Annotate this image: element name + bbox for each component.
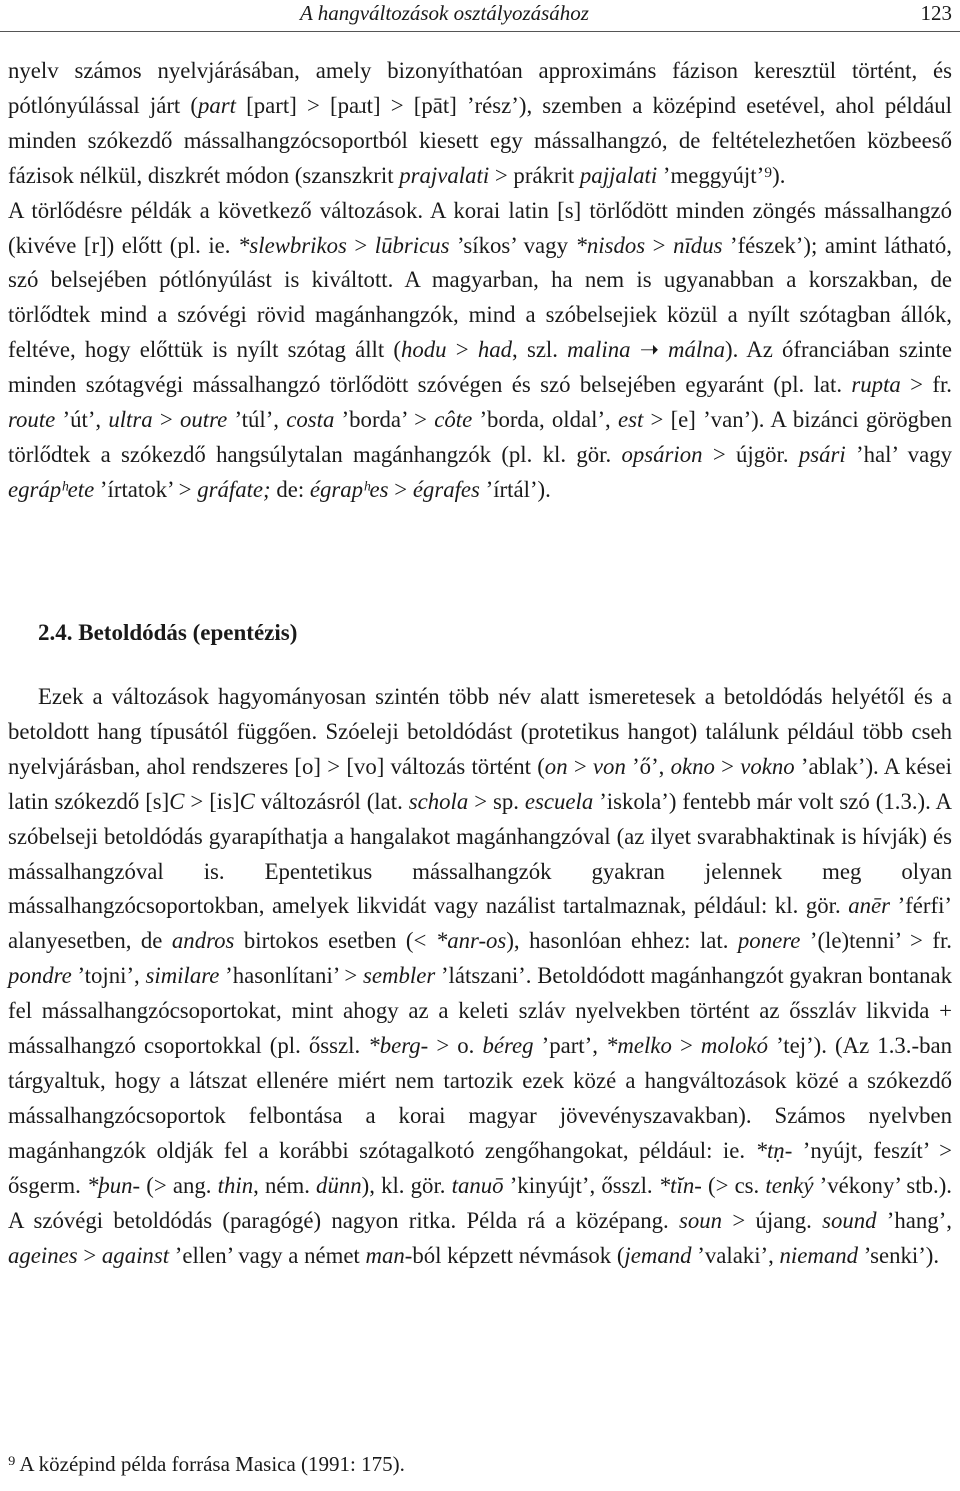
- paragraph-deletion: A törlődésre példák a következő változások. A korai latin [s] törlődött minden zöngés mássalhangzó (kivéve [r]) előtt (pl. ie. *slewbrikos > lūbricus ’síkos’ vagy *nisdos > nīdus ’fészek’); amint látható, szó belsejében pótlónyúlást is kiváltott. A magyarban, ha nem is ugyanabban a korszakban, de törlődtek mind a szóvégi rövid magánhangzók, mind a szóbelsejiek közül a nyílt szótagban állók, feltéve, hogy előttük is nyílt szótag állt (hodu > had, szl. malina ➝ málna). Az ófranciában szinte minden szótagvégi mássalhangzó törlődött szóvégen és szó belsejében egyaránt (pl. lat. rupta > fr. route ’út’, ultra > outre ’túl’, costa ’borda’ > côte ’borda, oldal’, est > [e] ’van’). A bizánci görögben törlődtek a szókezdő hangsúlytalan magánhangzók (pl. kl. gör. opsárion > újgör. psári ’hal’ vagy egrápʰete ’írtatok’ > gráfate; de: égrapʰes > égrafes ’írtál’).: [8, 197, 952, 502]
- footnote: ⁹ A középind példa forrása Masica (1991: 175).: [8, 1452, 405, 1476]
- section-title: 2.4. Betoldódás (epentézis): [38, 620, 298, 645]
- running-header: [0, 0, 960, 32]
- running-title: A hangváltozások osztályozásához: [300, 1, 589, 25]
- paragraph-continuation: nyelv számos nyelvjárásában, amely bizonyíthatóan approximáns fázison keresztül történt, és pótlónyúlással járt (part [part] > [paɹt] > [pāt] ’rész’), szemben a középind esetével, ahol például minden szókezdő mássalhangzócsoportból kiesett egy mássalhangzó, de feltételezhetően közbeeső fázisok nélkül, diszkrét módon (szanszkrit prajvalati > prákrit pajjalati ’meggyújt’⁹).: [8, 58, 952, 188]
- body-text-top: [8, 54, 952, 508]
- body-text-section: [8, 680, 952, 1273]
- paragraph-epenthesis: Ezek a változások hagyományosan szintén több név alatt ismeretesek a betoldódás helyétől és a betoldott hang típusától függően. Szóeleji betoldódást (protetikus hangot) találunk például több cseh nyelvjárásban, ahol rendszeres [o] > [vo] változás történt (on > von ’ő’, okno > vokno ’ablak’). A kései latin szókezdő [s]C > [is]C változásról (lat. schola > sp. escuela ’iskola’) fentebb már volt szó (1.3.). A szóbelseji betoldódás gyarapíthatja a hangalakot magánhangzóval (az ilyet svarabhaktinak is hívják) és mássalhangzóval is. Epentetikus mássalhangzók gyakran jelennek meg olyan mássalhangzócsoportokban, amelyek likvidát vagy nazálist tartalmaznak, például: kl. gör. anēr ’férfi’ alanyesetben, de andros birtokos esetben (< *anr-os), hasonlóan ehhez: lat. ponere ’(le)tenni’ > fr. pondre ’tojni’, similare ’hasonlítani’ > sembler ’látszani’. Betoldódott magánhangzót gyakran bontanak fel mássalhangzócsoportokat, mint ahogy az a keleti szláv nyelvekben történt az ősszláv likvida + mássalhangzó csoportokkal (pl. ősszl. *berg- > o. béreg ’part’, *melko > molokó ’tej’). (Az 1.3.-ban tárgyaltuk, hogy a látszat ellenére miért nem tartozik ezek közé a hangváltozások közé a szókezdő mássalhangzócsoportok felbontása a korai magyar jövevényszavakban). Számos nyelvben magánhangzók oldják fel a korábbi szótagalkotó zengőhangokat, például: ie. *tṇ- ’nyújt, feszít’ > ősgerm. *þun- (> ang. thin, ném. dünn), kl. gör. tanuō ’kinyújt’, ősszl. *tĭn- (> cs. tenký ’vékony’ stb.). A szóvégi betoldódás (paragógé) nagyon ritka. Példa rá a középang. soun > újang. sound ’hang’, ageines > against ’ellen’ vagy a német man-ból képzett névmások (jemand ’valaki’, niemand ’senki’).: [8, 684, 953, 1268]
- page-number: 123: [920, 1, 952, 25]
